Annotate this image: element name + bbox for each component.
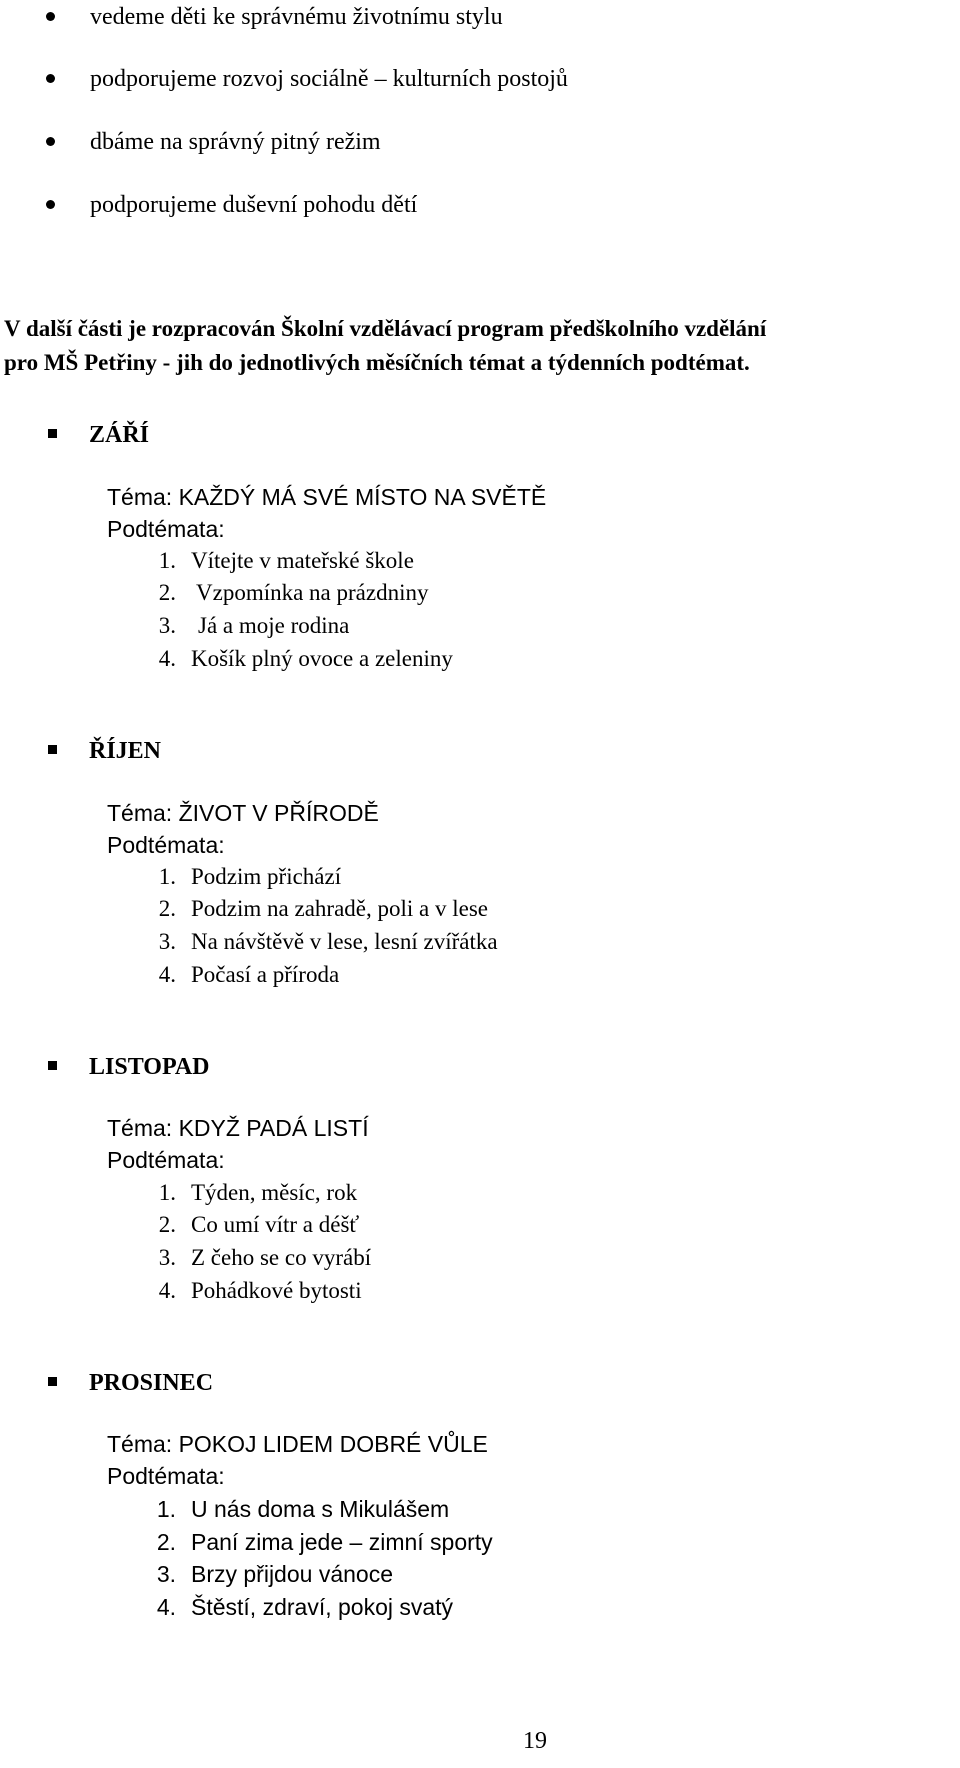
subtopics-label: Podtémata: [107,832,225,858]
bullet-dot-icon [46,12,55,21]
item-number: 4. [158,962,176,987]
theme-line: Téma: KDYŽ PADÁ LISTÍ [107,1115,369,1141]
list-item-text: podporujeme duševní pohodu dětí [90,192,418,218]
subtopic-text: Štěstí, zdraví, pokoj svatý [191,1594,454,1620]
subtopic-text: Počasí a příroda [191,962,340,987]
intro-line: V další části je rozpracován Školní vzdělávací program předškolního vzdělání [4,316,767,341]
item-number: 4. [158,646,176,671]
subtopic-text: Na návštěvě v lese, lesní zvířátka [191,929,498,954]
subtopic-text: Pohádkové bytosti [191,1278,362,1303]
item-number: 1. [156,1496,176,1522]
item-number: 1. [158,1180,176,1205]
intro-line: pro MŠ Petřiny - jih do jednotlivých měsíčních témat a týdenních podtémat. [4,350,750,375]
subtopic-text: Vzpomínka na prázdniny [196,580,429,605]
subtopics-label: Podtémata: [107,1147,225,1173]
subtopic-text: Podzim přichází [191,864,342,889]
square-bullet-icon [48,745,57,754]
theme-line: Téma: POKOJ LIDEM DOBRÉ VŮLE [107,1431,488,1457]
subtopic-text: Košík plný ovoce a zeleniny [191,646,453,671]
bullet-dot-icon [46,200,55,209]
item-number: 3. [158,613,176,638]
subtopic-text: Co umí vítr a déšť [191,1212,360,1237]
subtopic-text: Vítejte v mateřské škole [191,548,414,573]
subtopic-text: U nás doma s Mikulášem [191,1496,450,1522]
item-number: 3. [156,1561,176,1587]
item-number: 2. [158,580,176,605]
item-number: 4. [158,1278,176,1303]
item-number: 2. [158,1212,176,1237]
page-number: 19 [523,1728,547,1754]
subtopics-label: Podtémata: [107,516,225,542]
subtopic-text: Já a moje rodina [198,613,350,638]
list-item-text: vedeme děti ke správnému životnímu stylu [90,4,503,30]
item-number: 1. [158,864,176,889]
list-item-text: dbáme na správný pitný režim [90,129,381,155]
theme-line: Téma: KAŽDÝ MÁ SVÉ MÍSTO NA SVĚTĚ [107,484,547,510]
bullet-dot-icon [46,137,55,146]
subtopic-text: Týden, měsíc, rok [191,1180,358,1205]
square-bullet-icon [48,1061,57,1070]
item-number: 4. [156,1594,176,1620]
subtopic-text: Paní zima jede – zimní sporty [191,1529,493,1555]
subtopic-text: Z čeho se co vyrábí [191,1245,372,1270]
subtopic-text: Brzy přijdou vánoce [191,1561,393,1587]
list-item-text: podporujeme rozvoj sociálně – kulturních postojů [90,66,568,92]
bullet-dot-icon [46,74,55,83]
month-title: ŘÍJEN [89,738,162,764]
item-number: 2. [158,896,176,921]
item-number: 3. [158,1245,176,1270]
month-title: LISTOPAD [89,1054,210,1080]
month-title: PROSINEC [89,1370,214,1396]
square-bullet-icon [48,429,57,438]
month-title: ZÁŘÍ [89,422,150,448]
subtopics-label: Podtémata: [107,1463,225,1489]
item-number: 2. [156,1529,176,1555]
theme-line: Téma: ŽIVOT V PŘÍRODĚ [107,800,379,826]
subtopic-text: Podzim na zahradě, poli a v lese [191,896,488,921]
square-bullet-icon [48,1377,57,1386]
item-number: 3. [158,929,176,954]
item-number: 1. [158,548,176,573]
